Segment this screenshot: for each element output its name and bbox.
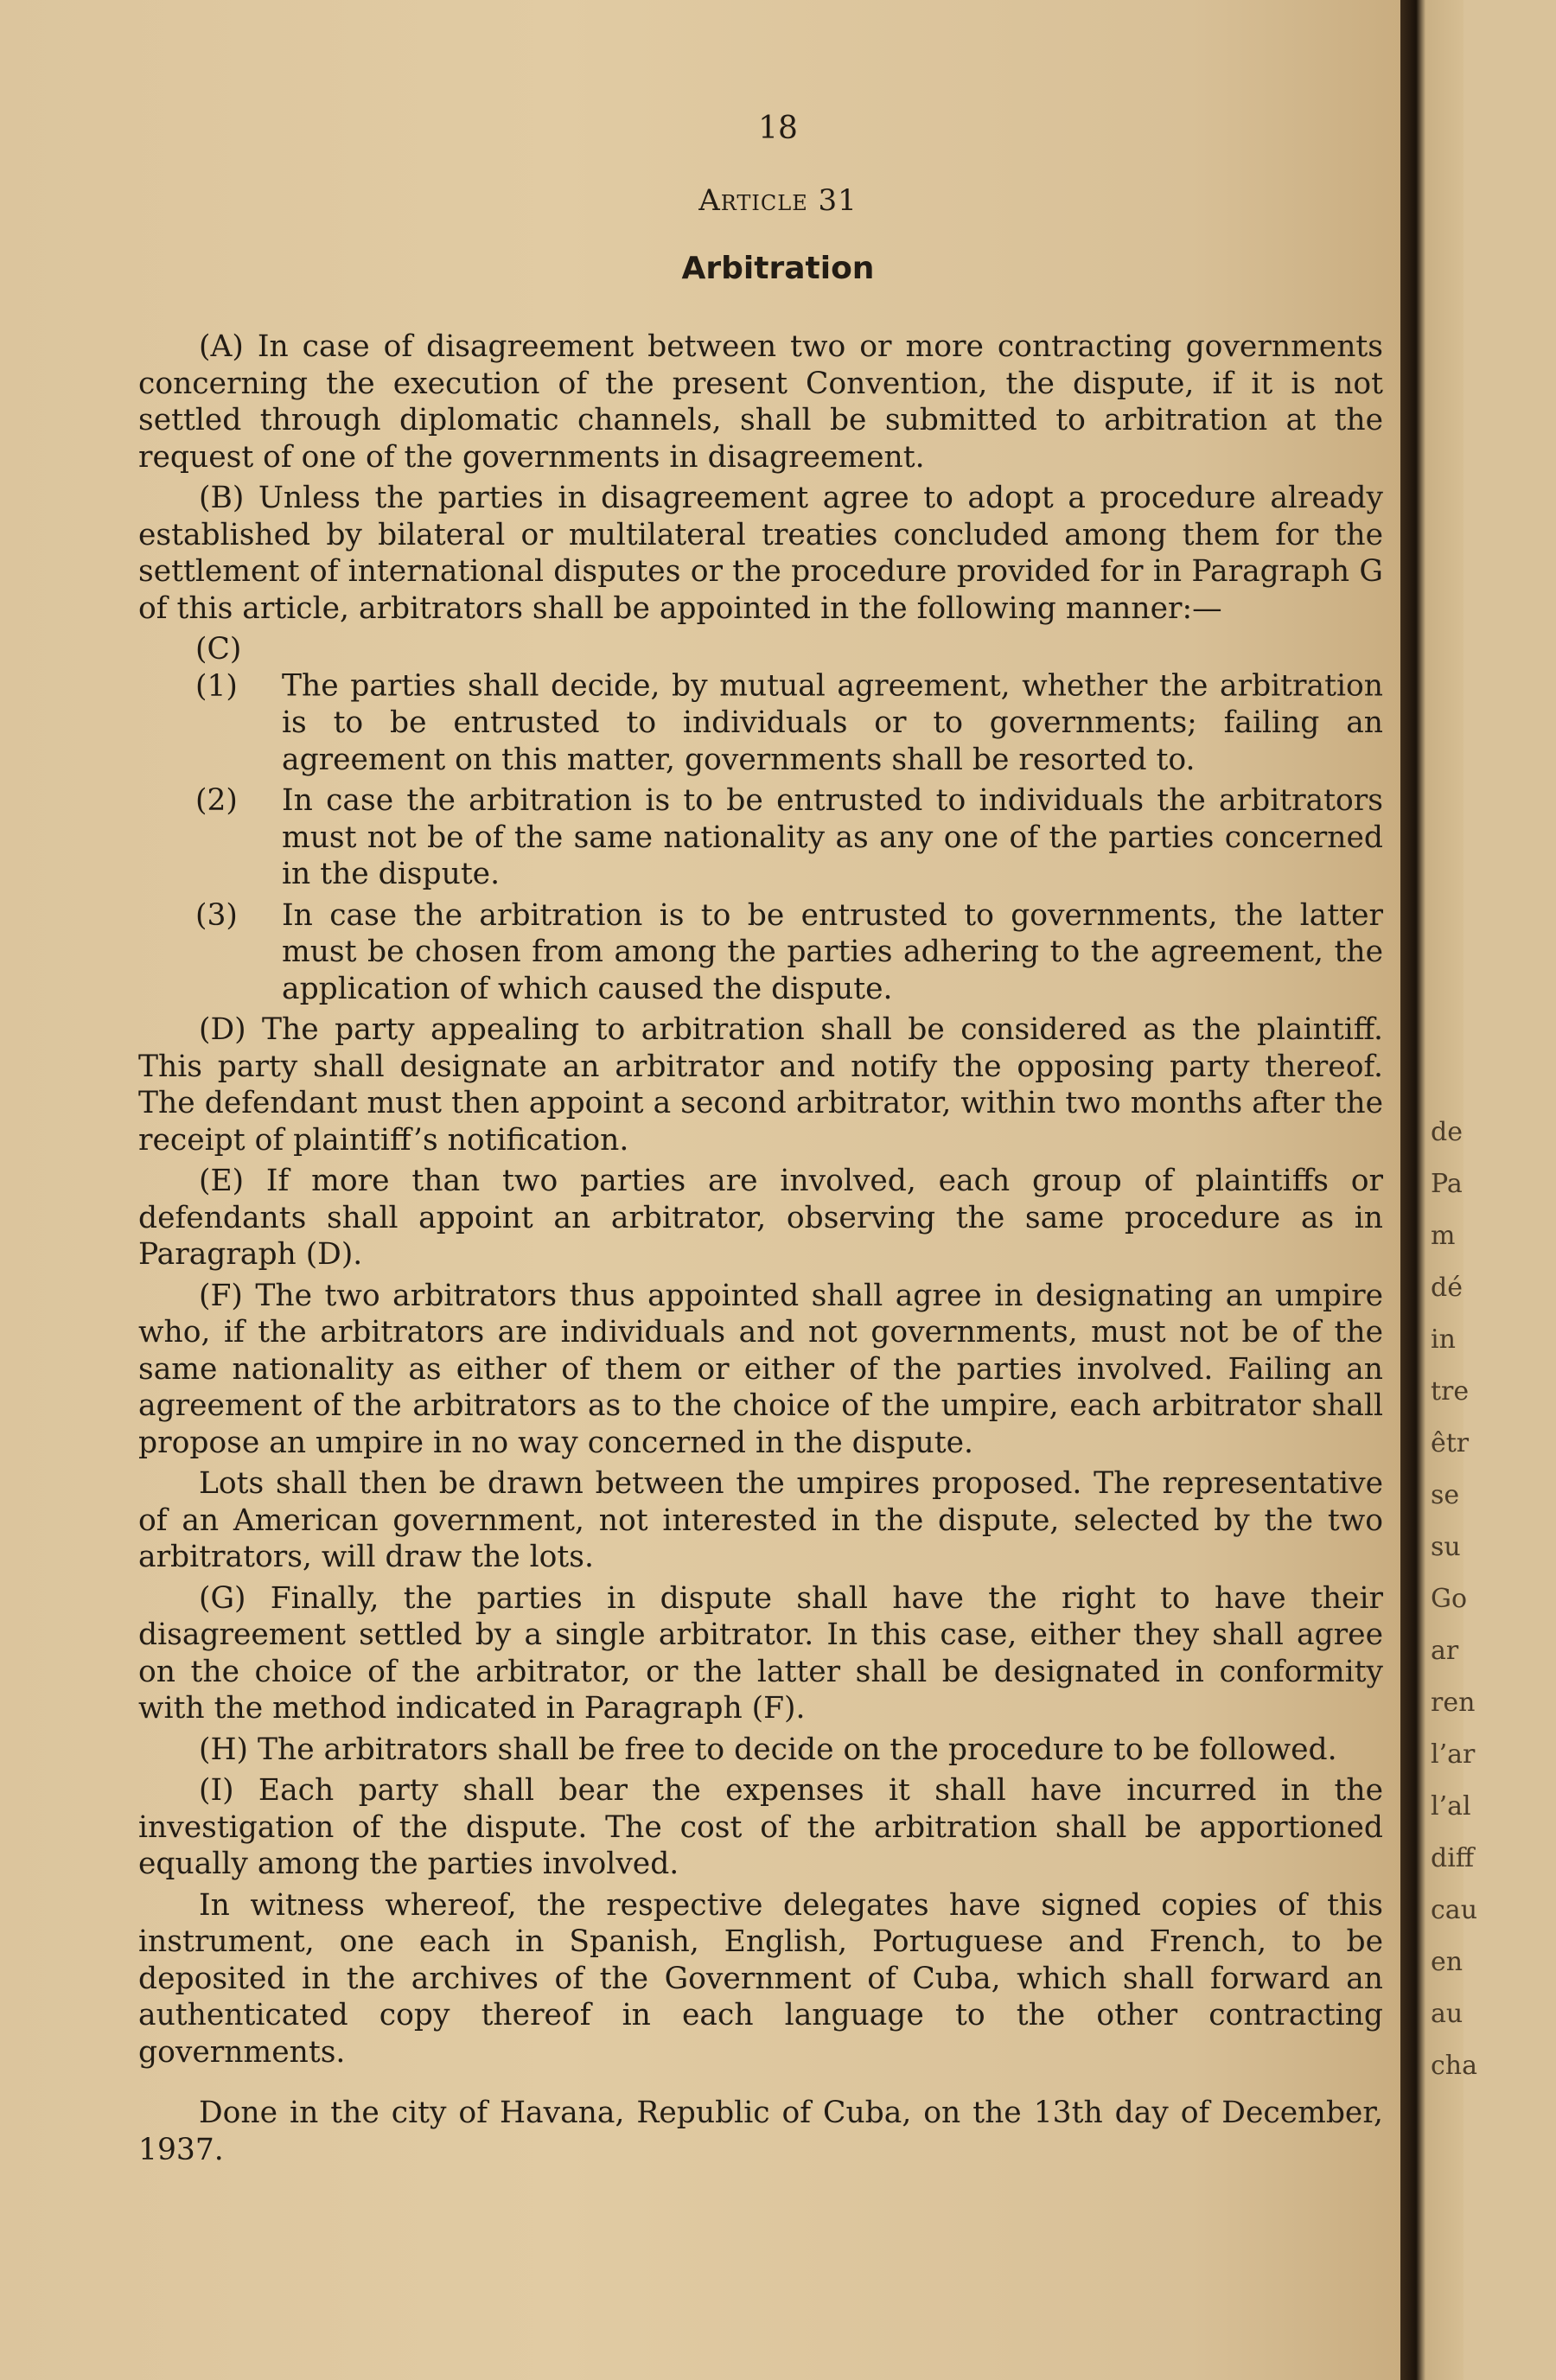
paragraph-b: (B) Unless the parties in disagreement agree to adopt a procedure already established by bilateral or multilateral treaties concluded among them for the settlement of international disputes or the procedure provided for in Paragraph G of this article, arbitrators shall be appointed in the following manner:— <box>138 481 1383 626</box>
paragraph-h: (H) The arbitrators shall be free to decide on the procedure to be followed. <box>199 1732 1337 1767</box>
facing-page-fragment: cau <box>1431 1895 1478 1925</box>
facing-page-fragment: diff <box>1431 1843 1475 1873</box>
paragraph-i: (I) Each party shall bear the expenses it shall have incurred in the investigation of the dispute. The cost of the arbitration shall be apportioned equally among the parties involved. <box>138 1773 1383 1881</box>
facing-page-fragment: dé <box>1431 1273 1463 1303</box>
paragraph-c2 <box>138 782 1383 893</box>
page-number: 18 <box>758 111 798 146</box>
paragraph-d: (D) The party appealing to arbitration shall be considered as the plaintiff. This party shall designate an arbitrator and notify the opposing party thereof. The defendant must then appoint a second arbitrator, within two months after the receipt of plaintiff’s notification. <box>138 1012 1383 1158</box>
facing-page-fragment: Go <box>1431 1584 1468 1614</box>
facing-page-edge <box>1431 1107 1478 2092</box>
facing-page-fragment: cha <box>1431 2051 1478 2081</box>
article-body <box>138 329 1383 2173</box>
paragraph-a: (A) In case of disagreement between two or more contracting governments concerning the execution of the present Convention, the dispute, if it is not settled through diplomatic channels, shall be submitted to arbitration at the request of one of the governments in disagreement. <box>138 329 1383 475</box>
paragraph-c1 <box>138 631 1383 778</box>
paragraph-f: (F) The two arbitrators thus appointed shall agree in designating an umpire who, if the arbitrators are individuals and not governments, must not be of the same nationality as either of them or either of the parties involved. Failing an agreement of the arbitrators as to the choice of the umpire, each arbitrator shall propose an umpire in no way concerned in the dispute. <box>138 1278 1383 1460</box>
facing-page-fragment: Pa <box>1431 1169 1463 1199</box>
facing-page-fragment: m <box>1431 1221 1456 1251</box>
facing-page-fragment: ren <box>1431 1688 1476 1718</box>
paragraph-g: (G) Finally, the parties in dispute shall have the right to have their disagreement settled by a single arbitrator. In this case, either they shall agree on the choice of the arbitrator, or the latter shall be designated in conformity with the method indicated in Paragraph (F). <box>138 1580 1383 1726</box>
paragraph-c2-text: In case the arbitration is to be entrusted to individuals the arbitrators must not be of the same nationality as any one of the parties concerned in the dispute. <box>282 783 1383 891</box>
section-heading: Arbitration <box>681 251 875 286</box>
paragraph-c2-marker: (2) <box>195 783 238 818</box>
facing-page-fragment: de <box>1431 1117 1463 1147</box>
facing-page-fragment: in <box>1431 1324 1456 1355</box>
facing-page-fragment: ar <box>1431 1636 1459 1666</box>
paragraph-c3 <box>138 897 1383 1008</box>
article-title: Article 31 <box>698 183 858 218</box>
facing-page-fragment: se <box>1431 1480 1460 1510</box>
paragraph-c1-text: The parties shall decide, by mutual agreement, whether the arbitration is to be entrusted to individuals or to governments; failing an agreement on this matter, governments shall be resorted to. <box>282 668 1383 777</box>
facing-page-fragment: en <box>1431 1947 1464 1977</box>
facing-page-fragment: l’al <box>1431 1791 1471 1822</box>
facing-page-fragment: êtr <box>1431 1428 1470 1458</box>
done-clause: Done in the city of Havana, Republic of Cuba, on the 13th day of December, 1937. <box>138 2096 1383 2167</box>
witness-clause: In witness whereof, the respective delegates have signed copies of this instrument, one each in Spanish, English, Portuguese and French, to be deposited in the archives of the Government of Cuba, which shall forward an authenticated copy thereof in each language to the other contracting governments. <box>138 1887 1383 2070</box>
facing-page-fragment: l’ar <box>1431 1739 1476 1770</box>
facing-page-fragment: su <box>1431 1532 1461 1562</box>
paragraph-c3-text: In case the arbitration is to be entrusted to governments, the latter must be chosen from among the parties adhering to the agreement, the application of which caused the dispute. <box>282 897 1383 1006</box>
paragraph-e: (E) If more than two parties are involved, each group of plaintiffs or defendants shall appoint an arbitrator, observing the same procedure as in Paragraph (D). <box>138 1164 1383 1272</box>
paragraph-f-lots: Lots shall then be drawn between the umpires proposed. The representative of an American government, not interested in the dispute, selected by the two arbitrators, will draw the lots. <box>138 1466 1383 1574</box>
facing-page-fragment: tre <box>1431 1376 1470 1407</box>
paragraph-c3-marker: (3) <box>195 897 238 933</box>
paragraph-c1-marker: (C) (1) <box>195 632 242 704</box>
facing-page-fragment: au <box>1431 1999 1464 2029</box>
